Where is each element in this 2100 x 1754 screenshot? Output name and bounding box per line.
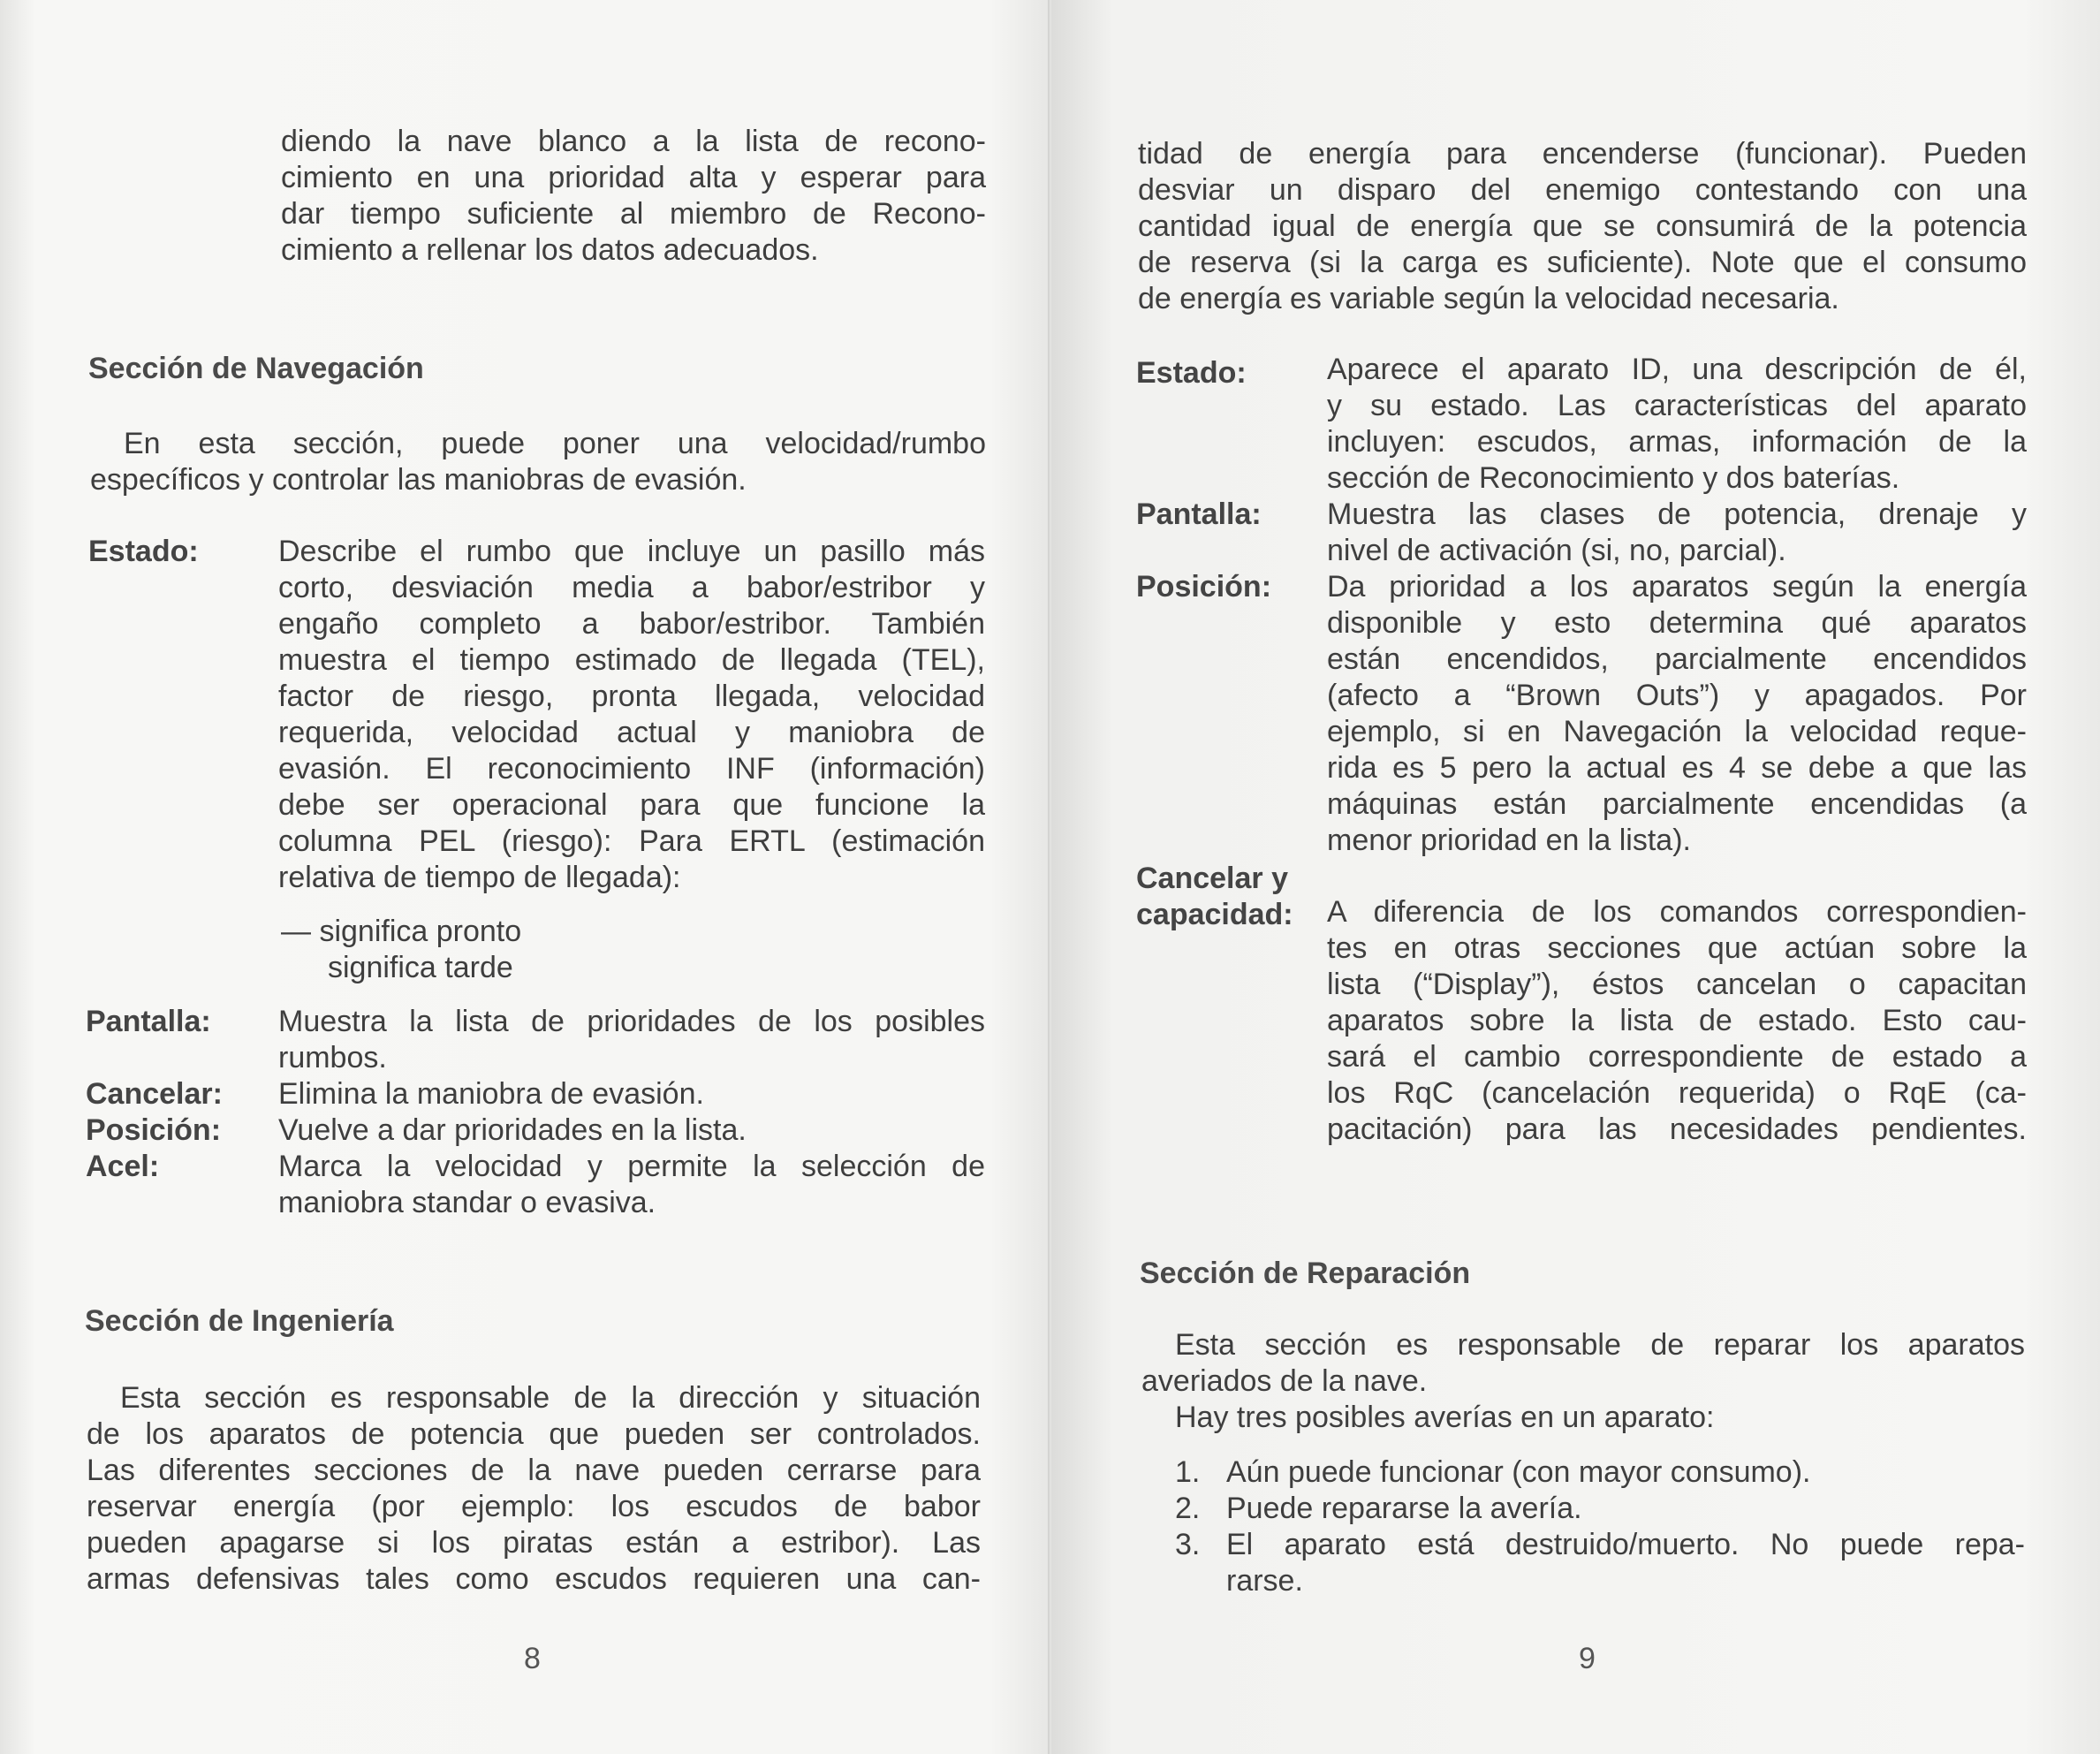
text-line: rarse.: [1226, 1564, 1303, 1598]
text-line: tes en otras secciones que actúan sobre la: [1327, 931, 2027, 965]
text-line: armas defensivas tales como escudos requieren una can-: [87, 1562, 981, 1596]
eng-posicion-label: Posición:: [1136, 570, 1272, 604]
text-line: sección de Reconocimiento y dos baterías.: [1327, 461, 1900, 495]
page-number-right: 9: [1579, 1642, 1596, 1675]
text-line: cantidad igual de energía que se consumirá de la potencia: [1138, 209, 2027, 243]
text-line: El aparato está destruido/muerto. No puede repa-: [1226, 1528, 2025, 1561]
text-line: A diferencia de los comandos correspondien-: [1327, 895, 2027, 929]
text-line: de los aparatos de potencia que pueden ser controlados.: [87, 1417, 981, 1451]
text-line: diendo la nave blanco a la lista de recono-: [281, 125, 986, 158]
text-line: de energía es variable según la velocidad necesaria.: [1138, 282, 1839, 315]
text-line: averiados de la nave.: [1141, 1364, 1428, 1398]
nav-pantalla-label: Pantalla:: [86, 1005, 211, 1038]
text-line: cimiento en una prioridad alta y esperar para: [281, 161, 986, 194]
text-line: aparatos sobre la lista de estado. Esto cau-: [1327, 1004, 2027, 1037]
text-line: factor de riesgo, pronta llegada, velocidad: [278, 680, 985, 713]
list-item: [1175, 1527, 2025, 1599]
text-line: nivel de activación (si, no, parcial).: [1327, 534, 1786, 567]
repair-heading: Sección de Reparación: [1140, 1257, 1471, 1290]
text-line: ejemplo, si en Navegación la velocidad reque-: [1327, 715, 2027, 748]
text-line: desviar un disparo del enemigo contestando con una: [1138, 173, 2027, 207]
text-line: cimiento a rellenar los datos adecuados.: [281, 233, 819, 267]
text-line: Puede repararse la avería.: [1226, 1492, 1582, 1525]
text-line: columna PEL (riesgo): Para ERTL (estimación: [278, 824, 985, 858]
text-line: están encendidos, parcialmente encendidos: [1327, 642, 2027, 676]
text-line: pacitación) para las necesidades pendientes.: [1327, 1112, 2027, 1146]
text-line: los RqC (cancelación requerida) o RqE (ca-: [1327, 1076, 2027, 1110]
text-line: pueden apagarse si los piratas están a estribor). Las: [87, 1526, 981, 1560]
eng-cancelar-definition: [1327, 894, 2027, 1148]
nav-acel-label: Acel:: [86, 1150, 160, 1183]
engineering-paragraph: [87, 1380, 981, 1598]
eng-posicion-definition: [1327, 569, 2027, 859]
text-line: Las diferentes secciones de la nave pueden cerrarse para: [87, 1454, 981, 1487]
text-line: Muestra las clases de potencia, drenaje y: [1327, 497, 2027, 531]
nav-posicion-label: Posición:: [86, 1113, 222, 1147]
nav-estado-definition: [278, 534, 985, 896]
text-line: reservar energía (por ejemplo: los escudos de babor: [87, 1490, 981, 1523]
page-number-left: 8: [524, 1642, 541, 1675]
text-line: máquinas están parcialmente encendidas (a: [1327, 787, 2027, 821]
ertl-notes: [281, 914, 723, 986]
navigation-intro: [90, 426, 986, 498]
text-line: Elimina la maniobra de evasión.: [278, 1077, 704, 1111]
list-number: 2.: [1175, 1492, 1201, 1525]
text-line: lista (“Display”), éstos cancelan o capacitan: [1327, 968, 2027, 1001]
text-line: y su estado. Las características del aparato: [1327, 389, 2027, 422]
text-line: muestra el tiempo estimado de llegada (TEL),: [278, 643, 985, 677]
text-line: Esta sección es responsable de la dirección y situación: [120, 1381, 981, 1415]
text-line: maniobra standar o evasiva.: [278, 1186, 656, 1219]
text-line: En esta sección, puede poner una velocidad/rumbo: [124, 427, 986, 460]
list-number: 1.: [1175, 1455, 1201, 1489]
text-line: de reserva (si la carga es suficiente). Note que el consumo: [1138, 246, 2027, 279]
text-line: incluyen: escudos, armas, información de la: [1327, 425, 2027, 459]
right-intro-paragraph: [1138, 136, 2027, 317]
list-item: [1175, 1454, 2025, 1491]
text-line: evasión. El reconocimiento INF (información): [278, 752, 985, 786]
text-line: sará el cambio correspondiente de estado a: [1327, 1040, 2027, 1074]
text-line: Aún puede funcionar (con mayor consumo).: [1226, 1455, 1811, 1489]
ertl-note-early: — significa pronto: [281, 915, 522, 948]
text-line: Aparece el aparato ID, una descripción de él,: [1327, 353, 2027, 386]
eng-cancelar-label: [1136, 861, 1293, 933]
text-line: disponible y esto determina qué aparatos: [1327, 606, 2027, 640]
text-line: Marca la velocidad y permite la selección de: [278, 1150, 985, 1183]
eng-estado-label: Estado:: [1136, 356, 1247, 390]
text-line: menor prioridad en la lista).: [1327, 824, 1691, 857]
text-line: tidad de energía para encenderse (funcionar). Pueden: [1138, 137, 2027, 171]
nav-posicion-definition: [278, 1112, 985, 1149]
nav-estado-label: Estado:: [88, 535, 199, 568]
ertl-note-late: significa tarde: [328, 951, 513, 984]
text-line: dar tiempo suficiente al miembro de Recono-: [281, 197, 986, 231]
list-number: 3.: [1175, 1528, 1201, 1561]
text-line: engaño completo a babor/estribor. También: [278, 607, 985, 641]
navigation-heading: Sección de Navegación: [88, 352, 424, 385]
text-line: Da prioridad a los aparatos según la energía: [1327, 570, 2027, 604]
nav-cancelar-label: Cancelar:: [86, 1077, 223, 1111]
text-line: relativa de tiempo de llegada):: [278, 861, 681, 894]
text-line: corto, desviación media a babor/estribor y: [278, 571, 985, 604]
text-line: rida es 5 pero la actual es 4 se debe a que las: [1327, 751, 2027, 785]
eng-pantalla-label: Pantalla:: [1136, 497, 1262, 531]
list-item: [1175, 1491, 2025, 1527]
right-page: [1051, 0, 2100, 1754]
eng-estado-definition: [1327, 352, 2027, 497]
text-line: Hay tres posibles averías en un aparato:: [1175, 1401, 1715, 1434]
left-intro-paragraph: [281, 124, 986, 269]
label-line: Cancelar y: [1136, 862, 1288, 895]
repair-list: [1175, 1454, 2025, 1599]
text-line: rumbos.: [278, 1041, 387, 1074]
engineering-heading: Sección de Ingeniería: [85, 1304, 394, 1338]
eng-pantalla-definition: [1327, 497, 2027, 569]
text-line: (afecto a “Brown Outs”) y apagados. Por: [1327, 679, 2027, 712]
nav-acel-definition: [278, 1149, 985, 1221]
text-line: Describe el rumbo que incluye un pasillo más: [278, 535, 985, 568]
nav-pantalla-definition: [278, 1004, 985, 1076]
text-line: específicos y controlar las maniobras de evasión.: [90, 463, 747, 497]
repair-intro: [1141, 1327, 2025, 1436]
text-line: debe ser operacional para que funcione la: [278, 788, 985, 822]
nav-cancelar-definition: [278, 1076, 985, 1112]
text-line: Esta sección es responsable de reparar los aparatos: [1175, 1328, 2025, 1362]
text-line: Muestra la lista de prioridades de los posibles: [278, 1005, 985, 1038]
text-line: requerida, velocidad actual y maniobra de: [278, 716, 985, 749]
text-line: Vuelve a dar prioridades en la lista.: [278, 1113, 747, 1147]
label-line: capacidad:: [1136, 898, 1293, 931]
